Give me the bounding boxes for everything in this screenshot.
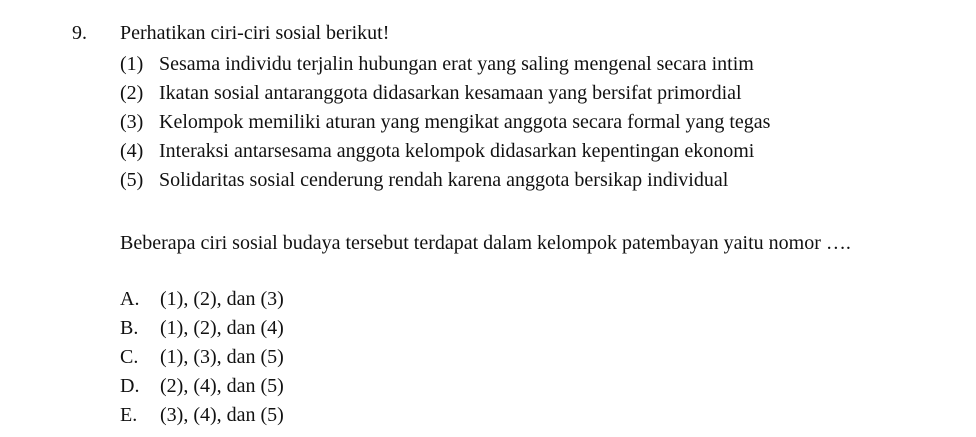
statement-number: (1) (120, 53, 144, 75)
option-text: (2), (4), dan (5) (160, 375, 284, 397)
question-number: 9. (72, 22, 87, 44)
statement-item (120, 53, 770, 82)
statement-text: Sesama individu terjalin hubungan erat yang saling mengenal secara intim (159, 53, 754, 75)
statement-text: Solidaritas sosial cenderung rendah karena anggota bersikap individual (159, 169, 729, 191)
statement-item (120, 140, 770, 169)
option-text: (1), (2), dan (3) (160, 288, 284, 310)
statement-item (120, 111, 770, 140)
statement-text: Kelompok memiliki aturan yang mengikat anggota secara formal yang tegas (159, 111, 771, 133)
answer-option-b[interactable] (120, 314, 284, 343)
statement-number: (4) (120, 140, 144, 162)
statement-number: (5) (120, 169, 144, 191)
statement-item (120, 169, 770, 198)
statement-text: Ikatan sosial antaranggota didasarkan kesamaan yang bersifat primordial (159, 82, 742, 104)
option-text: (3), (4), dan (5) (160, 404, 284, 426)
option-letter: B. (120, 317, 139, 339)
answer-options (120, 285, 284, 430)
option-letter: E. (120, 404, 138, 426)
statement-text: Interaksi antarsesama anggota kelompok didasarkan kepentingan ekonomi (159, 140, 755, 162)
statement-number: (2) (120, 82, 144, 104)
option-text: (1), (3), dan (5) (160, 346, 284, 368)
statement-number: (3) (120, 111, 144, 133)
question-prompt: Beberapa ciri sosial budaya tersebut terdapat dalam kelompok patembayan yaitu nomor …. (120, 232, 851, 254)
option-letter: C. (120, 346, 139, 368)
answer-option-d[interactable] (120, 372, 284, 401)
statement-item (120, 82, 770, 111)
statement-list (120, 53, 770, 198)
answer-option-c[interactable] (120, 343, 284, 372)
option-letter: A. (120, 288, 140, 310)
answer-option-a[interactable] (120, 285, 284, 314)
answer-option-e[interactable] (120, 401, 284, 430)
question-intro: Perhatikan ciri-ciri sosial berikut! (120, 22, 390, 44)
option-text: (1), (2), dan (4) (160, 317, 284, 339)
option-letter: D. (120, 375, 140, 397)
